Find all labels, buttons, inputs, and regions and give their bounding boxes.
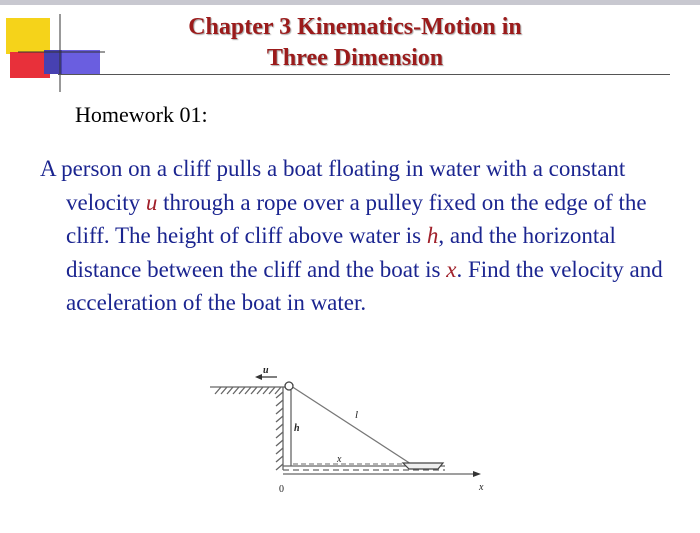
label-x-axis: x	[479, 482, 484, 493]
problem-text-1: A person on a cliff pulls a boat floating in water with a constant velocity	[40, 156, 626, 215]
x-axis-arrowhead	[473, 471, 481, 477]
slide-logo	[0, 0, 110, 100]
label-origin: 0	[279, 484, 284, 495]
label-x: x	[337, 454, 342, 465]
velocity-arrowhead	[255, 374, 262, 380]
label-l: l	[355, 409, 359, 421]
rope	[291, 386, 411, 464]
cliff-top-hatching	[215, 387, 281, 394]
problem-text-2: through a rope over a pulley fixed on the edge of the cliff. The height of cliff above water is	[66, 189, 647, 248]
problem-text-3: , and the horizontal distance between the cliff and the boat is	[66, 223, 616, 282]
label-h: h	[294, 423, 300, 434]
cliff-boat-diagram	[205, 366, 495, 501]
title-divider	[58, 74, 670, 75]
label-u: u	[263, 366, 269, 376]
variable-u: u	[145, 189, 158, 215]
variable-x: x	[446, 256, 457, 282]
title-line-1: Chapter 3 Kinematics-Motion in	[188, 14, 522, 40]
problem-text-4: . Find the velocity and acceleration of the boat in water.	[66, 256, 663, 315]
problem-statement	[40, 152, 695, 320]
homework-label: Homework 01:	[75, 102, 208, 127]
title-line-2: Three Dimension	[266, 45, 444, 71]
boat	[403, 463, 443, 469]
pulley	[285, 382, 293, 390]
cliff-wall-hatching	[276, 392, 283, 470]
slide-title	[150, 12, 560, 74]
variable-h: h	[426, 223, 439, 248]
